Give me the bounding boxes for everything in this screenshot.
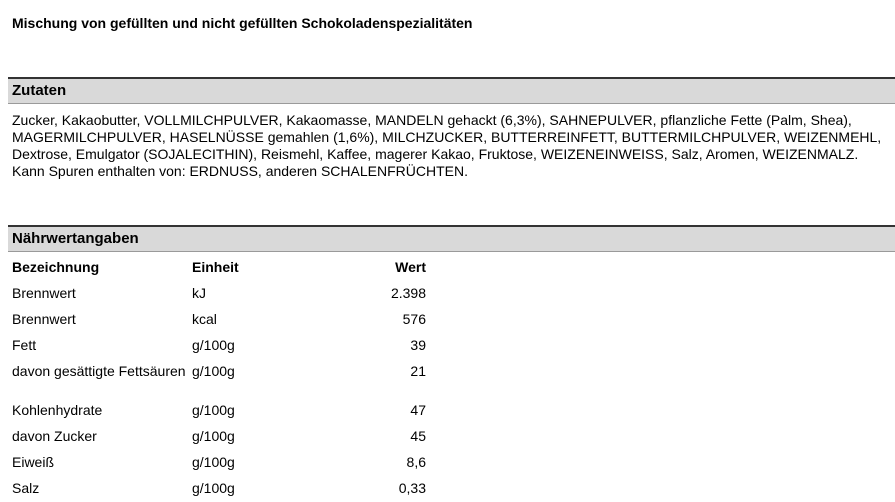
nutrition-heading: Nährwertangaben [8, 225, 895, 252]
row-unit: kcal [192, 311, 217, 327]
table-row [12, 359, 426, 398]
ingredients-heading: Zutaten [8, 77, 895, 104]
row-name: Kohlenhydrate [12, 402, 103, 418]
row-name: Salz [12, 480, 40, 496]
row-value: 47 [410, 402, 426, 418]
row-unit: g/100g [192, 363, 235, 379]
table-row [12, 333, 426, 359]
row-value: 8,6 [406, 454, 426, 470]
table-row [12, 424, 426, 450]
row-value: 0,33 [398, 480, 426, 496]
row-name: Fett [12, 337, 37, 353]
table-row [12, 398, 426, 424]
allergen-traces-text: Kann Spuren enthalten von: ERDNUSS, anderen SCHALENFRÜCHTEN. [12, 163, 468, 179]
nutrition-table-header-row [12, 259, 426, 281]
row-unit: g/100g [192, 454, 235, 470]
row-name: davon gesättigte Fettsäuren [12, 363, 186, 379]
row-unit: kJ [192, 285, 206, 301]
row-unit: g/100g [192, 402, 235, 418]
column-header-value: Wert [395, 259, 426, 275]
ingredients-text: Zucker, Kakaobutter, VOLLMILCHPULVER, Kakaomasse, MANDELN gehackt (6,3%), SAHNEPULVER, pflanzliche Fette (Palm, Shea), MAGERMILCHPULVER, HASELNÜSSE gemahlen (1,6%), MILCHZUCKER, BUTTERREINFETT, BUTTERMILCHPULVER, WEIZENMEHL, Dextrose, Emulgator (SOJALECITHIN), Reismehl, Kaffee, magerer Kakao, Fruktose, WEIZENEINWEISS, Salz, Aromen, WEIZENMALZ. [12, 112, 882, 162]
column-header-name: Bezeichnung [12, 259, 100, 275]
table-row [12, 281, 426, 307]
row-value: 2.398 [390, 285, 426, 301]
row-name: davon Zucker [12, 428, 97, 444]
row-value: 21 [410, 363, 426, 379]
product-title: Mischung von gefüllten und nicht gefüllten Schokoladenspezialitäten [12, 15, 473, 31]
row-unit: g/100g [192, 428, 235, 444]
row-value: 45 [410, 428, 426, 444]
row-value: 576 [402, 311, 426, 327]
row-unit: g/100g [192, 480, 235, 496]
ingredients-block [12, 112, 892, 180]
row-name: Eiweiß [12, 454, 55, 470]
column-header-unit: Einheit [192, 259, 239, 275]
row-name: Brennwert [12, 285, 76, 301]
table-row [12, 450, 426, 476]
nutrition-table [12, 259, 426, 502]
row-value: 39 [410, 337, 426, 353]
row-unit: g/100g [192, 337, 235, 353]
row-name: Brennwert [12, 311, 76, 327]
table-row [12, 307, 426, 333]
table-row [12, 476, 426, 502]
